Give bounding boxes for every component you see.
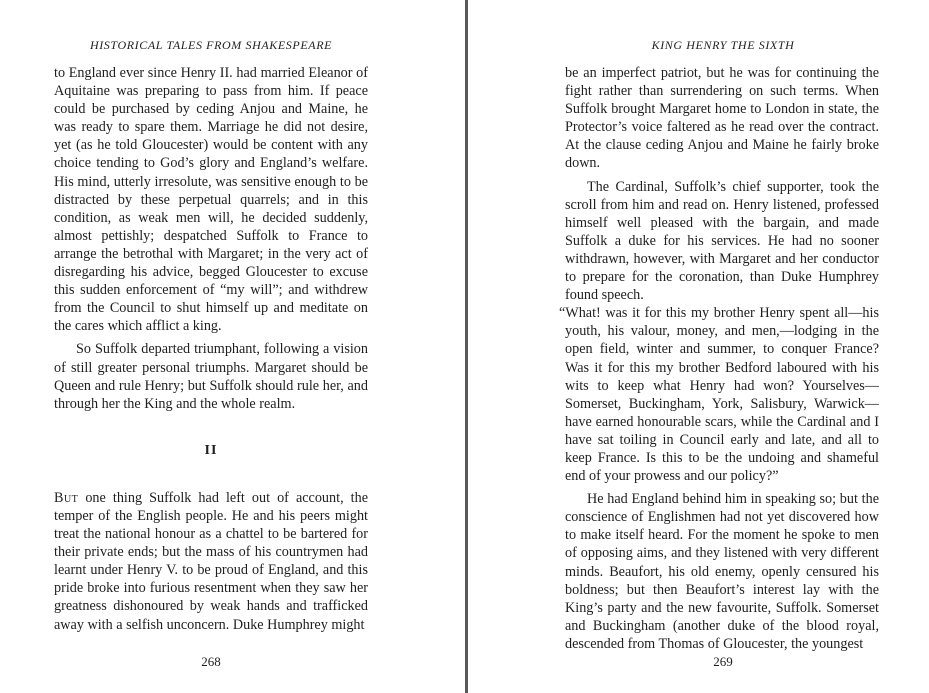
- section-opening-word: But: [54, 489, 79, 506]
- left-paragraph-3: [54, 489, 368, 634]
- right-paragraph-2: The Cardinal, Suffolk’s chief supporter, took the scroll from him and read on. Henry listened, professed himself well pleased with the bargain, and made Suffolk a duke for his services. He had no sooner withdrawn, however, with Margaret and her conductor to prepare for the coronation, than Duke Humphrey found speech.: [565, 178, 879, 304]
- right-text-block: [559, 64, 879, 658]
- right-running-head: KING HENRY THE SIXTH: [651, 38, 795, 52]
- left-paragraph-1: to England ever since Henry II. had married Eleanor of Aquitaine was preparing to pass from him. If peace could be purchased by ceding Anjou and Maine, he was ready to spare them. Marriage he did not desire, yet (as he told Gloucester) would be content with any choice tending to God’s glory and England’s welfare. His mind, utterly irresolute, was sensitive enough to be distracted by these perpetual quarrels; and in this condition, as weak men will, he decided suddenly, almost pettishly; despatched Suffolk to France to arrange the betrothal with Margaret; in the very act of disregarding his advice, begged Gloucester to excuse this sudden enforcement of “my will”; and withdrew from the Council to shut himself up and meditate on the cares which afflict a king.: [54, 65, 368, 335]
- right-page-number: 269: [713, 654, 733, 669]
- left-paragraph-2: So Suffolk departed triumphant, following a vision of still greater personal triumphs. Margaret should be Queen and rule Henry; but Suffolk should rule her, and through her the King and the whole realm.: [54, 341, 368, 412]
- right-paragraph-1: be an imperfect patriot, but he was for continuing the fight rather than surrendering on such terms. When Suffolk brought Margaret home to London in state, the Protector’s voice faltered as he read over the contract. At the clause ceding Anjou and Maine he fairly broke down.: [565, 65, 879, 172]
- left-text-block: [54, 64, 368, 639]
- right-paragraph-3: “What! was it for this my brother Henry spent all—his youth, his valour, money, and men,—lodging in the open field, winter and summer, to conquer France? Was it for this my brother Bedford laboured with his wits to keep what Henry had won? Yourselves—Somerset, Buckingham, York, Salisbury, Warwick—have earned honourable scars, while the Cardinal and I have sat toiling in Council early and late, and all to keep France. Is this to be the undoing and shameful end of your prowess and our policy?”: [559, 305, 879, 485]
- section-paragraph-text: one thing Suffolk had left out of account, the temper of the English people. He and his peers might treat the national honour as a chattel to be bartered for their private ends; but the mass of his countrymen had learnt under Henry V. to be proud of England, and this pride broke into furious resentment when they saw her greatness dishonoured by weak hands and trafficked away with a selfish unconcern. Duke Humphrey might: [54, 489, 368, 633]
- left-page-number: 268: [201, 654, 221, 669]
- right-page: [468, 0, 929, 693]
- right-paragraph-4: He had England behind him in speaking so; but the conscience of Englishmen had not yet discovered how to make itself heard. For the moment he spoke to men of opposing aims, and they listened with very different minds. Beaufort, his old enemy, openly censured his boldness; but then Beaufort’s interest lay with the King’s party and the new favourite, Suffolk. Somerset and Buckingham (another duke of the blood royal, descended from Thomas of Gloucester, the youngest: [565, 491, 879, 652]
- section-heading: II: [204, 442, 218, 458]
- left-running-head: HISTORICAL TALES FROM SHAKESPEARE: [89, 38, 333, 52]
